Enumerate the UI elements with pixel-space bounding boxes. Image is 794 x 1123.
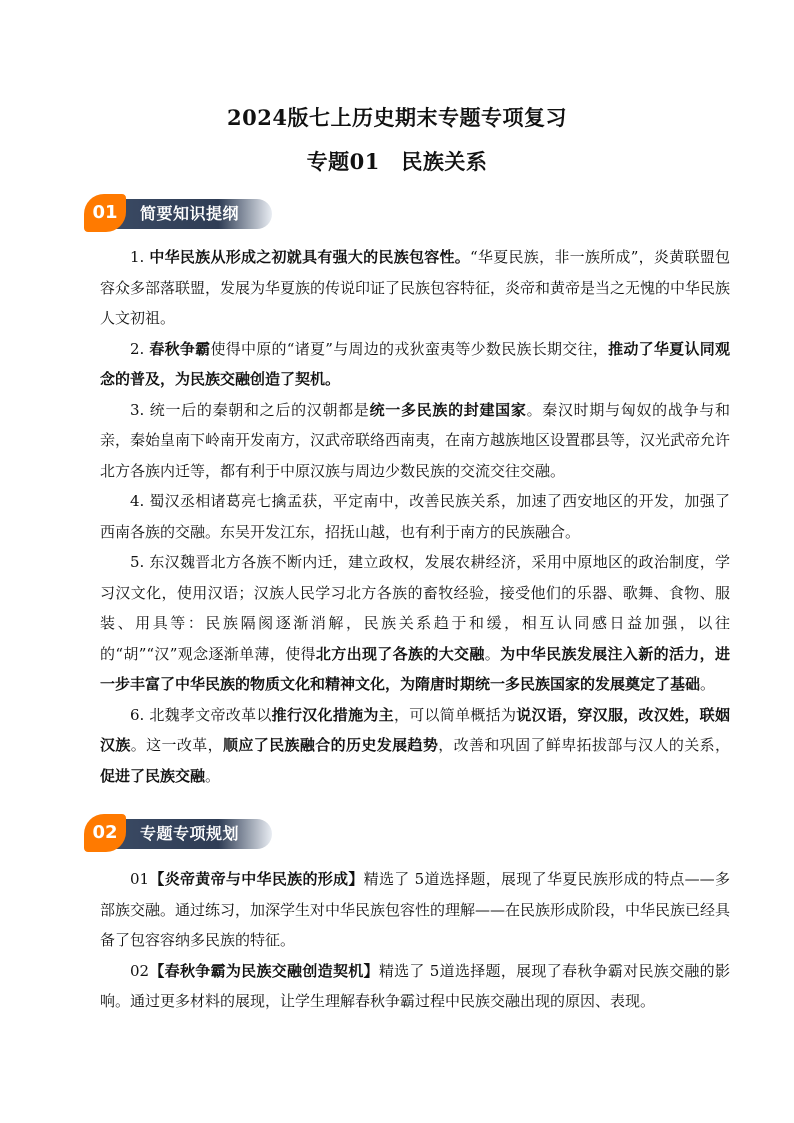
text-segment: 6. 北魏孝文帝改革以: [130, 705, 272, 724]
text-segment: 01: [130, 870, 150, 888]
bold-text: 推行汉化措施为主: [271, 705, 394, 724]
section-title: 简要知识提纲: [140, 204, 240, 223]
text-segment: 。: [700, 675, 716, 693]
bold-text: 中华民族从形成之初就具有强大的民族包容性。: [149, 248, 471, 266]
section-title: 专题专项规划: [140, 824, 240, 843]
text-segment: “华夏民族，非一族所成”，炎黄联盟包容众多部落联盟，发展为华夏族的传说印证了民族包容特征，炎帝和黄帝是当之无愧的中华民族人文初祖。: [100, 248, 731, 327]
text-segment: 使得中原的“诸夏”与周边的戎狄蛮夷等少数民族长期交往，: [210, 339, 609, 358]
text-segment: 。: [484, 644, 501, 663]
paragraph: [100, 334, 730, 395]
bold-text: 促进了民族交融: [100, 766, 206, 785]
text-segment: 。: [205, 766, 221, 785]
bold-text: 为中华民族发展注入新的活力，进一步丰富了中华民族的物质文化和精神文化，为隋唐时期统一多民族国家的发展奠定了基础: [100, 644, 730, 693]
bold-text: 北方出现了各族的大交融: [315, 644, 485, 663]
text-segment: 3. 统一后的秦朝和之后的汉朝都是: [130, 400, 370, 419]
section-number-badge: 01: [84, 194, 126, 232]
section-number-badge: 02: [84, 814, 126, 852]
text-segment: ，可以简单概括为: [393, 705, 517, 724]
bold-text: 推动了华夏认同观念的普及，为民族交融创造了契机。: [100, 339, 730, 388]
text-segment: 精选了 5道选择题，展现了春秋争霸对民族交融的影响。通过更多材料的展现，让学生理解春秋争霸过程中民族交融出现的原因、表现。: [100, 961, 730, 1010]
text-segment: 4. 蜀汉丞相诸葛亮七擒孟获，平定南中，改善民族关系，加速了西安地区的开发，加强了西南各族的交融。东吴开发江东，招抚山越，也有利于南方的民族融合。: [100, 492, 730, 541]
bold-text: 说汉语，穿汉服，改汉姓，联姻汉族: [100, 705, 730, 754]
bold-text: 统一多民族的封建国家: [369, 400, 527, 419]
paragraph: [100, 864, 730, 956]
text-segment: 。秦汉时期与匈奴的战争与和亲，秦始皇南下岭南开发南方，汉武帝联络西南夷，在南方越族地区设置郡县等，汉光武帝允许北方各族内迁等，都有利于中原汉族与周边少数民族的交流交往交融。: [100, 400, 731, 480]
paragraph: [100, 242, 730, 334]
bold-text: 春秋争霸: [149, 339, 211, 358]
topic-plan-body: [100, 864, 730, 1017]
paragraph: [100, 700, 730, 792]
bold-text: 顺应了民族融合的历史发展趋势: [223, 736, 439, 754]
paragraph: [100, 956, 730, 1017]
text-segment: 1.: [130, 248, 150, 266]
bold-text: 【春秋争霸为民族交融创造契机】: [149, 961, 379, 980]
text-segment: 2.: [130, 339, 150, 358]
text-segment: 精选了 5道选择题，展现了华夏民族形成的特点——多部族交融。通过练习，加深学生对中华民族包容性的理解——在民族形成阶段，中华民族已经具备了包容容纳多民族的特征。: [100, 870, 731, 949]
text-segment: 5. 东汉魏晋北方各族不断内迁，建立政权，发展农耕经济，采用中原地区的政治制度，学习汉文化，使用汉语；汉族人民学习北方各族的畜牧经验，接受他们的乐器、歌舞、食物、服装、用具等：民族隔阂逐渐消解，民族关系趋于和缓，相互认同感日益加强，以往的“胡”“汉”观念逐渐单薄，使得: [100, 553, 730, 663]
paragraph: [100, 547, 730, 700]
document-title: 2024版七上历史期末专题专项复习: [227, 105, 567, 130]
paragraph: [100, 486, 730, 547]
section-header-knowledge-outline: [84, 198, 272, 230]
knowledge-outline-body: [100, 242, 730, 791]
document-subtitle: 专题01 民族关系: [306, 149, 488, 174]
section-header-topic-plan: [84, 818, 272, 850]
text-segment: 。这一改革，: [130, 736, 223, 754]
paragraph: [100, 395, 730, 487]
bold-text: 【炎帝黄帝与中华民族的形成】: [149, 870, 364, 888]
text-segment: 02: [130, 961, 150, 980]
text-segment: ，改善和巩固了鲜卑拓拔部与汉人的关系，: [438, 736, 730, 754]
